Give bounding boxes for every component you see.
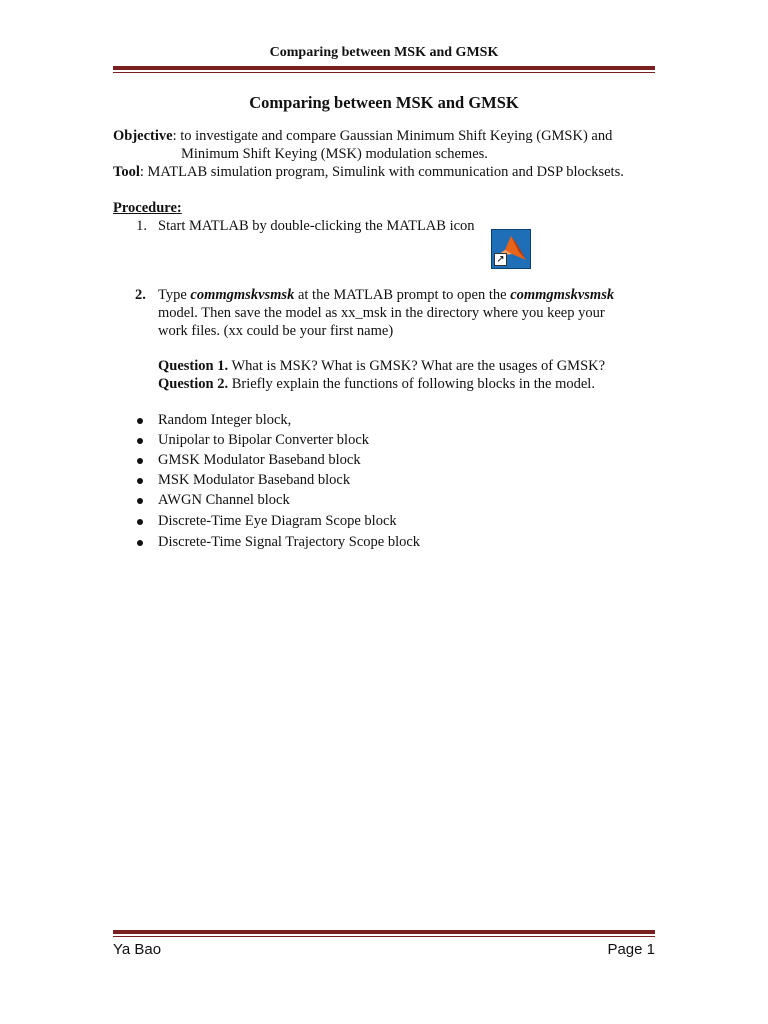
shortcut-arrow-icon: ↗	[494, 253, 507, 266]
running-header: Comparing between MSK and GMSK	[269, 45, 499, 60]
procedure-colon: :	[176, 200, 182, 216]
question1	[158, 357, 605, 375]
bullet-icon	[137, 418, 143, 424]
tool-text: : MATLAB simulation program, Simulink with communication and DSP blocksets.	[139, 164, 624, 180]
bullet-icon	[137, 478, 143, 484]
step1-number: 1.	[136, 218, 147, 234]
step2-line1	[158, 286, 614, 304]
footer-author: Ya Bao	[113, 941, 162, 958]
question1-label: Question 1.	[158, 358, 229, 374]
question2	[158, 375, 595, 393]
procedure-label: Procedure	[113, 200, 177, 216]
command-name: commgmskvsmsk	[510, 287, 615, 303]
list-item: Random Integer block,	[158, 412, 292, 428]
question2-label: Question 2.	[158, 376, 229, 392]
list-item: Discrete-Time Eye Diagram Scope block	[158, 513, 397, 529]
bullet-icon	[137, 498, 143, 504]
list-item: AWGN Channel block	[158, 492, 290, 508]
tool-line	[113, 163, 624, 181]
bullet-icon	[137, 458, 143, 464]
list-item: Unipolar to Bipolar Converter block	[158, 432, 370, 448]
question1-text: What is MSK? What is GMSK? What are the usages of GMSK?	[228, 358, 606, 374]
step2-number: 2.	[135, 287, 146, 303]
list-item: MSK Modulator Baseband block	[158, 472, 351, 488]
page-number: Page 1	[607, 941, 655, 958]
list-item: GMSK Modulator Baseband block	[158, 452, 361, 468]
objective-line	[113, 127, 612, 145]
procedure-heading	[113, 199, 182, 217]
bullet-icon	[137, 438, 143, 444]
matlab-icon	[491, 229, 531, 269]
step2-text-b: at the MATLAB prompt to open the	[294, 287, 511, 303]
tool-label: Tool	[113, 164, 140, 180]
objective-label: Objective	[113, 128, 173, 144]
bullet-icon	[137, 519, 143, 525]
command-name: commgmskvsmsk	[190, 287, 295, 303]
footer-rule	[113, 930, 655, 937]
bullet-icon	[137, 540, 143, 546]
objective-text: : to investigate and compare Gaussian Minimum Shift Keying (GMSK) and	[172, 128, 613, 144]
step1-text: Start MATLAB by double-clicking the MATLAB icon	[158, 218, 475, 234]
step2-text-a: Type	[158, 287, 191, 303]
step2-line2: model. Then save the model as xx_msk in the directory where you keep your	[158, 305, 605, 321]
list-item: Discrete-Time Signal Trajectory Scope block	[158, 534, 421, 550]
header-rule	[113, 66, 655, 73]
step2-line3: work files. (xx could be your first name)	[158, 323, 394, 339]
question2-text: Briefly explain the functions of following blocks in the model.	[228, 376, 595, 392]
document-title: Comparing between MSK and GMSK	[249, 93, 519, 112]
objective-continuation: Minimum Shift Keying (MSK) modulation schemes.	[181, 146, 488, 162]
